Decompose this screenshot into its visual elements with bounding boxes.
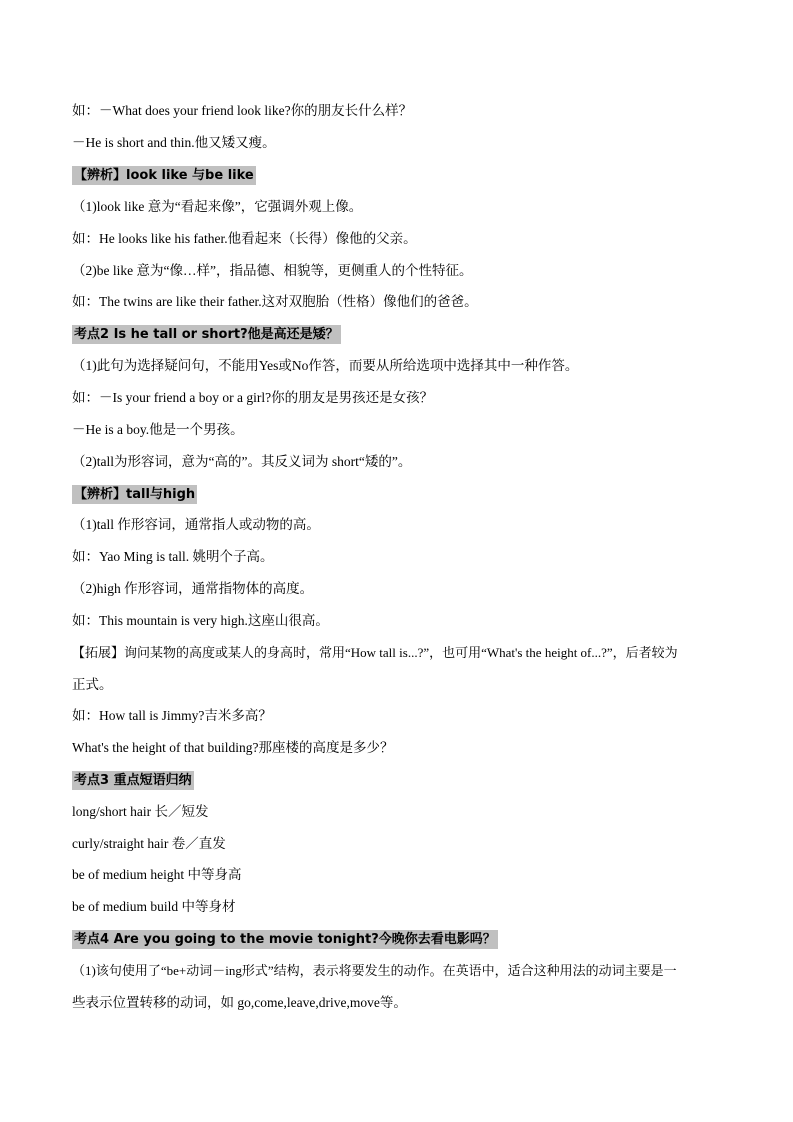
phrase-line: be of medium build 中等身材 [72,899,236,914]
example-line: 如：The twins are like their father.这对双胞胎（性格）像他们的爸爸。 [72,294,478,309]
example-line: What's the height of that building?那座楼的高度是多少？ [72,740,394,755]
example-line: 如：How tall is Jimmy?吉米多高？ [72,708,272,723]
example-line: 如：－What does your friend look like?你的朋友长什么样？ [72,103,413,118]
text-line: 【拓展】询问某物的高度或某人的身高时，常用“How tall is...?”，也可用“What's the height of...?”，后者较为 [72,645,678,660]
section-heading: 【辨析】look like 与be like [74,168,254,183]
section-heading: 考点2 Is he tall or short?他是高还是矮？ [74,327,339,342]
text-line: 些表示位置转移的动词，如 go,come,leave,drive,move等。 [72,995,407,1010]
section-heading: 【辨析】tall与high [74,487,196,502]
section-heading: 考点4 Are you going to the movie tonight?今晚你去看电影吗？ [74,932,496,947]
phrase-line: long/short hair 长／短发 [72,804,209,819]
example-line: 如：This mountain is very high.这座山很高。 [72,613,329,628]
text-line: （1)此句为选择疑问句，不能用Yes或No作答，而要从所给选项中选择其中一种作答。 [72,358,579,373]
text-line: （1)look like 意为“看起来像”，它强调外观上像。 [72,199,363,214]
text-line: （1)该句使用了“be+动词－ing形式”结构，表示将要发生的动作。在英语中，适合这种用法的动词主要是一 [72,963,677,978]
text-line: 正式。 [72,677,113,692]
text-line: （2)high 作形容词，通常指物体的高度。 [72,581,314,596]
text-line: （2)be like 意为“像…样”，指品德、相貌等，更侧重人的个性特征。 [72,263,473,278]
phrase-line: be of medium height 中等身高 [72,867,242,882]
example-line: 如：Yao Ming is tall. 姚明个子高。 [72,549,274,564]
example-line: 如：He looks like his father.他看起来（长得）像他的父亲。 [72,231,417,246]
example-line: －He is short and thin.他又矮又瘦。 [72,135,276,150]
example-line: 如：－Is your friend a boy or a girl?你的朋友是男孩还是女孩？ [72,390,434,405]
example-line: －He is a boy.他是一个男孩。 [72,422,244,437]
text-line: （1)tall 作形容词，通常指人或动物的高。 [72,517,320,532]
phrase-line: curly/straight hair 卷／直发 [72,836,226,851]
text-line: （2)tall为形容词，意为“高的”。其反义词为 short“矮的”。 [72,454,412,469]
section-heading: 考点3 重点短语归纳 [74,773,192,788]
